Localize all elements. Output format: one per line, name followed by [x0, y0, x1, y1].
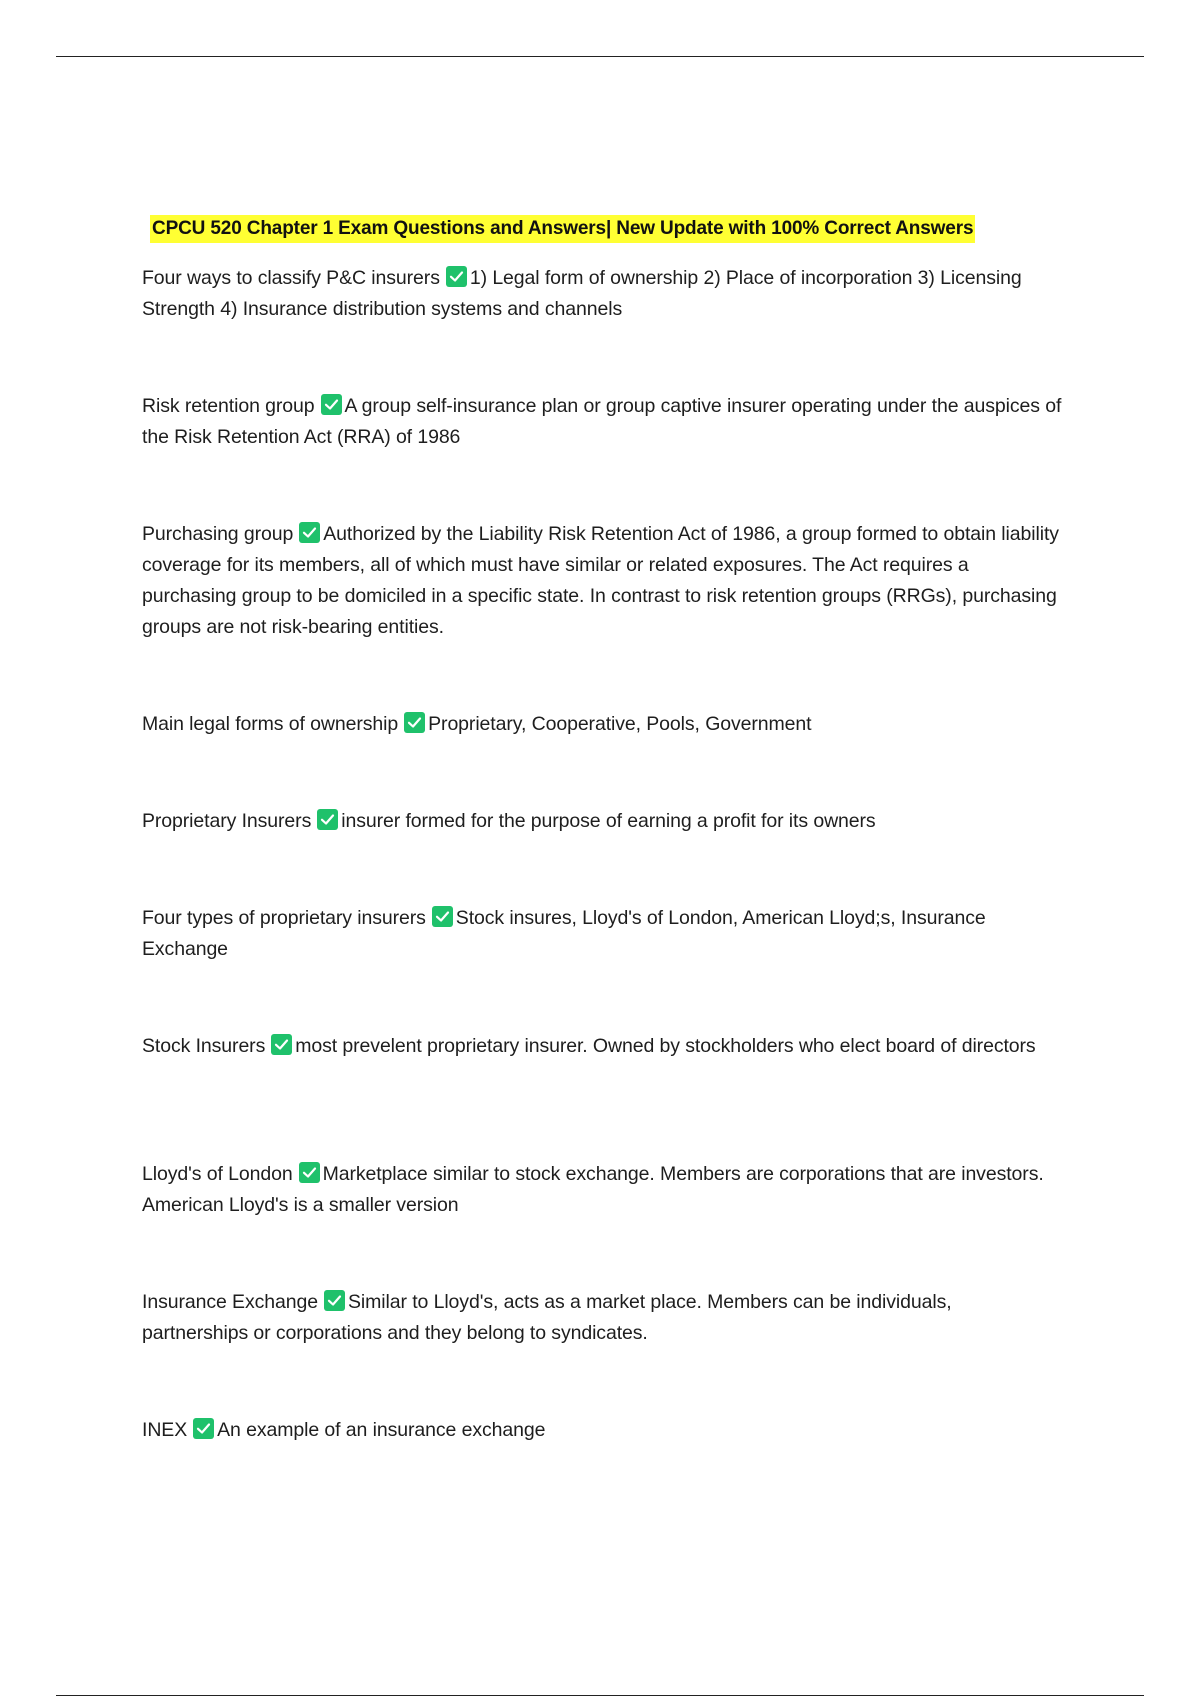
- check-icon: [271, 1034, 292, 1055]
- qa-item: [142, 903, 1062, 965]
- qa-term: Four types of proprietary insurers: [142, 907, 426, 929]
- qa-answer: A group self-insurance plan or group captive insurer operating under the auspices of the Risk Retention Act (RRA) of 1986: [142, 395, 1062, 448]
- check-icon: [299, 1162, 320, 1183]
- qa-answer: insurer formed for the purpose of earning a profit for its owners: [341, 810, 876, 832]
- qa-answer: 1) Legal form of ownership 2) Place of incorporation 3) Licensing Strength 4) Insurance distribution systems and channels: [142, 267, 1022, 320]
- qa-term: Four ways to classify P&C insurers: [142, 267, 440, 289]
- check-icon: [321, 394, 342, 415]
- qa-item: [142, 806, 1062, 837]
- check-icon: [324, 1290, 345, 1311]
- title-wrap: [150, 215, 975, 243]
- check-icon: [432, 906, 453, 927]
- qa-answer: Proprietary, Cooperative, Pools, Government: [428, 713, 812, 735]
- bottom-rule: [56, 1695, 1144, 1696]
- qa-term: Insurance Exchange: [142, 1291, 318, 1313]
- document-title: CPCU 520 Chapter 1 Exam Questions and Answers| New Update with 100% Correct Answers: [150, 215, 975, 243]
- qa-term: Risk retention group: [142, 395, 315, 417]
- qa-item: [142, 1031, 1062, 1062]
- check-icon: [317, 809, 338, 830]
- qa-answer: Stock insures, Lloyd's of London, American Lloyd;s, Insurance Exchange: [142, 907, 986, 960]
- qa-answer: Authorized by the Liability Risk Retention Act of 1986, a group formed to obtain liability coverage for its members, all of which must have similar or related exposures. The Act requires a purchasing group to be domiciled in a specific state. In contrast to risk retention groups (RRGs), purchasing groups are not risk-bearing entities.: [142, 523, 1059, 638]
- top-rule: [56, 56, 1144, 57]
- qa-term: Proprietary Insurers: [142, 810, 312, 832]
- qa-answer: Similar to Lloyd's, acts as a market place. Members can be individuals, partnerships or corporations and they belong to syndicates.: [142, 1291, 952, 1344]
- qa-item: [142, 1287, 1062, 1349]
- qa-term: Lloyd's of London: [142, 1163, 293, 1185]
- qa-term: Stock Insurers: [142, 1035, 266, 1057]
- qa-item: [142, 263, 1062, 325]
- qa-term: INEX: [142, 1419, 188, 1441]
- qa-answer: An example of an insurance exchange: [217, 1419, 546, 1441]
- qa-term: Main legal forms of ownership: [142, 713, 399, 735]
- qa-item: [142, 519, 1062, 643]
- qa-item: [142, 1159, 1062, 1221]
- qa-item: [142, 1415, 1062, 1446]
- check-icon: [404, 712, 425, 733]
- qa-answer: Marketplace similar to stock exchange. Members are corporations that are investors. American Lloyd's is a smaller version: [142, 1163, 1044, 1216]
- qa-item: [142, 391, 1062, 453]
- qa-term: Purchasing group: [142, 523, 294, 545]
- qa-item: [142, 709, 1062, 740]
- check-icon: [193, 1418, 214, 1439]
- qa-answer: most prevelent proprietary insurer. Owned by stockholders who elect board of directors: [295, 1035, 1036, 1057]
- check-icon: [299, 522, 320, 543]
- check-icon: [446, 266, 467, 287]
